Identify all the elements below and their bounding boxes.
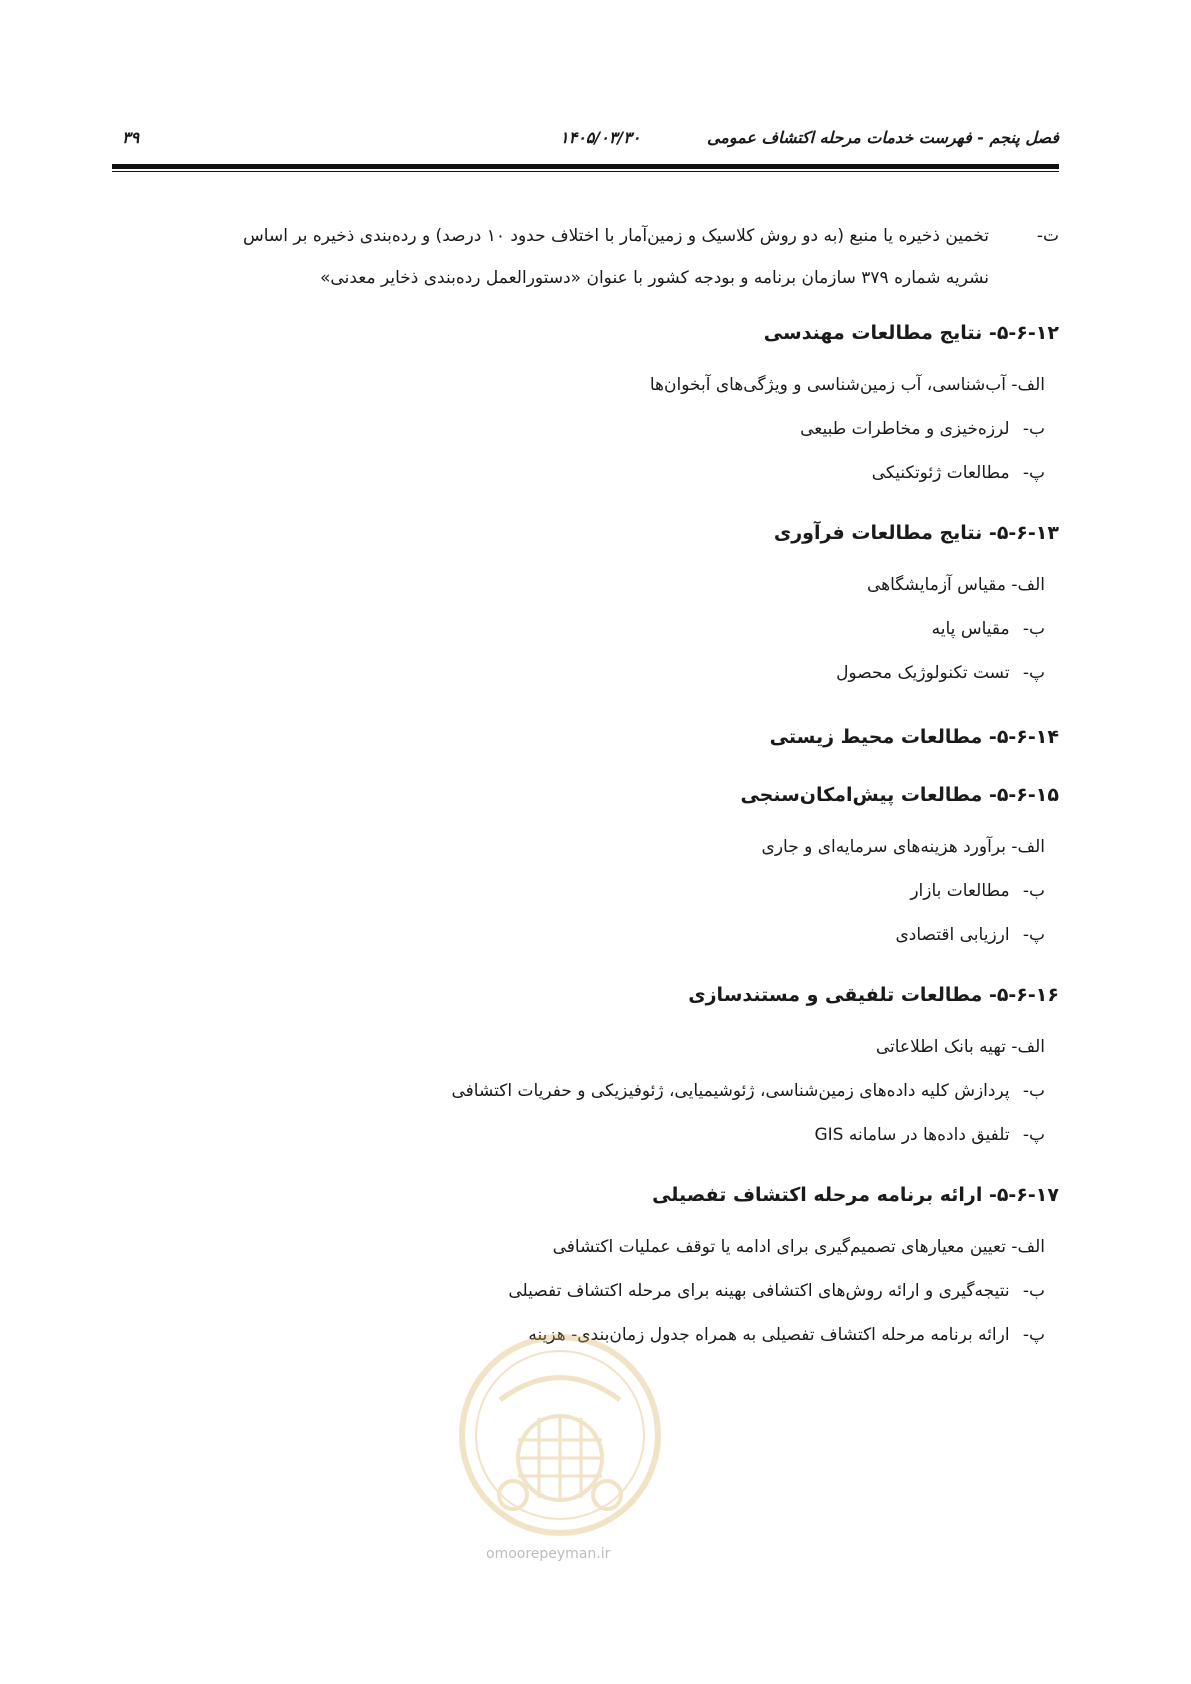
item-text: مطالعات ژئوتکنیکی [871,463,1010,483]
list-item [112,1025,1059,1069]
list-item [112,1225,1059,1269]
section-heading: ۵-۶-۱۷- ارائه برنامه مرحله اکتشاف تفصیلی [652,1184,1059,1206]
item-marker: ب- [1022,419,1045,439]
item-marker: الف- [1011,837,1045,857]
header-rule-thin [112,171,1059,172]
watermark-seal-icon [455,1330,665,1560]
item-marker: پ- [1022,1125,1045,1145]
section-heading: ۵-۶-۱۵- مطالعات پیش‌امکان‌سنجی [740,784,1059,806]
list-item [112,363,1059,407]
item-text: تلفیق داده‌ها در سامانه GIS [814,1125,1010,1145]
chapter-title: فصل پنجم - فهرست خدمات مرحله اکتشاف عمومی [706,128,1059,147]
item-text: مطالعات بازار [910,881,1010,901]
list-item [112,1069,1059,1113]
list-item [112,869,1059,913]
list-item [112,1113,1059,1157]
item-marker: ب- [1022,1281,1045,1301]
item-text: پردازش کلیه داده‌های زمین‌شناسی، ژئوشیمیایی، ژئوفیزیکی و حفریات اکتشافی [451,1081,1010,1101]
section-12 [112,313,1059,495]
item-marker: پ- [1022,1325,1045,1345]
item-marker: ب- [1022,619,1045,639]
page-header [112,128,1059,156]
item-marker: ب- [1022,881,1045,901]
item-marker: پ- [1022,925,1045,945]
section-heading: ۵-۶-۱۶- مطالعات تلفیقی و مستندسازی [688,984,1059,1006]
intro-line-1: تخمین ذخیره یا منبع (به دو روش کلاسیک و زمین‌آمار با اختلاف حدود ۱۰ درصد) و رده‌بندی ذخیره بر اساس [243,226,989,246]
item-marker: پ- [1022,663,1045,683]
section-13 [112,513,1059,695]
watermark-url: omoorepeyman.ir [486,1546,611,1562]
list-item [112,407,1059,451]
page-content [112,215,1059,1357]
section-heading: ۵-۶-۱۴- مطالعات محیط زیستی [769,726,1059,748]
item-text: آب‌شناسی، آب زمین‌شناسی و ویژگی‌های آبخوان‌ها [649,375,1006,395]
item-text: برآورد هزینه‌های سرمایه‌ای و جاری [761,837,1006,857]
page-number: ۳۹ [122,128,140,147]
list-item [112,1269,1059,1313]
list-item [112,607,1059,651]
section-heading: ۵-۶-۱۳- نتایج مطالعات فرآوری [773,522,1059,544]
item-text: نتیجه‌گیری و ارائه روش‌های اکتشافی بهینه برای مرحله اکتشاف تفصیلی [508,1281,1010,1301]
section-15 [112,775,1059,957]
header-rule-thick [112,164,1059,169]
item-text: مقیاس پایه [931,619,1010,639]
section-16 [112,975,1059,1157]
section-heading: ۵-۶-۱۲- نتایج مطالعات مهندسی [763,322,1059,344]
item-marker: الف- [1011,375,1045,395]
section-14 [112,717,1059,757]
list-item [112,825,1059,869]
intro-marker: ت- [1036,226,1059,246]
list-item [112,913,1059,957]
item-text: لرزه‌خیزی و مخاطرات طبیعی [800,419,1010,439]
item-marker: ب- [1022,1081,1045,1101]
intro-paragraph [112,215,1059,299]
list-item [112,451,1059,495]
item-text: ارزیابی اقتصادی [895,925,1010,945]
item-marker: الف- [1011,1237,1045,1257]
item-marker: پ- [1022,463,1045,483]
item-text: تست تکنولوژیک محصول [836,663,1010,683]
header-date: ۱۴۰۵/۰۳/۳۰ [560,128,641,147]
list-item [112,651,1059,695]
list-item [112,563,1059,607]
item-text: تهیه بانک اطلاعاتی [875,1037,1006,1057]
item-text: ارائه برنامه مرحله اکتشاف تفصیلی به همراه جدول زمان‌بندی- هزینه [528,1325,1010,1345]
intro-line-2: نشریه شماره ۳۷۹ سازمان برنامه و بودجه کشور با عنوان «دستورالعمل رده‌بندی ذخایر معدنی» [320,268,989,288]
item-text: تعیین معیارهای تصمیم‌گیری برای ادامه یا توقف عملیات اکتشافی [552,1237,1006,1257]
item-marker: الف- [1011,575,1045,595]
item-text: مقیاس آزمایشگاهی [866,575,1006,595]
item-marker: الف- [1011,1037,1045,1057]
